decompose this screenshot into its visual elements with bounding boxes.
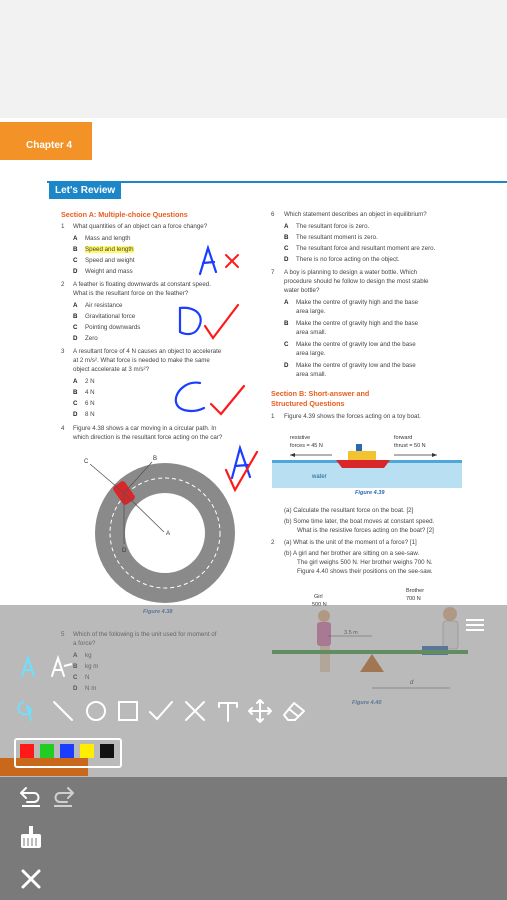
q1-option-d: D Weight and mass (73, 268, 133, 275)
q7-option-d: D Make the centre of gravity low and the base (284, 362, 416, 369)
q1-option-c: C Speed and weight (73, 257, 135, 264)
clear-ink-icon[interactable] (18, 824, 44, 850)
resistive-label-2: forces = 45 N (290, 443, 323, 449)
color-red[interactable] (20, 744, 34, 758)
q1-option-a: A Mass and length (73, 235, 131, 242)
water-label: water (312, 474, 327, 480)
highlighter-icon[interactable] (48, 654, 74, 680)
color-green[interactable] (40, 744, 54, 758)
check-icon[interactable] (147, 698, 175, 724)
eraser-icon[interactable] (280, 698, 308, 724)
fig438-label-b: B (153, 456, 158, 462)
boat-cabin (348, 451, 376, 460)
fig438-label-d: D (122, 548, 127, 554)
fig438-label-c: C (84, 459, 89, 465)
b-q1-a: (a) Calculate the resultant force on the boat. [2] (284, 507, 414, 514)
redo-icon[interactable] (50, 782, 76, 808)
q3-number: 3 (61, 348, 65, 355)
q6-option-b: B The resultant moment is zero. (284, 234, 378, 241)
lasso-icon[interactable] (15, 698, 45, 724)
q4-text-1: Figure 4.38 shows a car moving in a circular path. In (73, 425, 217, 432)
section-b-title-2: Structured Questions (271, 399, 345, 408)
b-q2-b-1: (b) A girl and her brother are sitting on a see-saw. (284, 550, 420, 557)
forward-label-1: forward (394, 435, 413, 441)
q2-option-b: B Gravitational force (73, 313, 136, 320)
review-header: Let's Review (49, 182, 121, 199)
q2-text-1: A feather is floating downwards at constant speed. (73, 281, 211, 288)
fig438-label-a: A (166, 531, 171, 537)
track-inner (125, 493, 205, 573)
q7-text-1: A boy is planning to design a water bottle. Which (284, 269, 418, 276)
b-q2-a: (a) What is the unit of the moment of a force? [1] (284, 539, 417, 546)
girl-label-1: Girl (314, 594, 323, 600)
menu-icon[interactable] (464, 616, 488, 634)
q7-text-3: water bottle? (284, 287, 320, 294)
b-q1-text: Figure 4.39 shows the forces acting on a toy boat. (284, 413, 421, 420)
close-icon[interactable] (18, 866, 44, 892)
q3-option-a: A 2 N (73, 378, 95, 385)
q3-text-3: object accelerate at 3 m/s²? (73, 366, 150, 373)
q2-option-d: D Zero (73, 335, 98, 342)
q1-option-b: B Speed and length (73, 246, 134, 253)
section-a-title: Section A: Multiple-choice Questions (61, 210, 188, 219)
figure-4-38 (80, 448, 280, 618)
chapter-label: Chapter 4 (26, 140, 73, 151)
q7-option-c-cont: area large. (296, 350, 326, 357)
q7-option-d-cont: area small. (296, 371, 327, 378)
q1-text: What quantities of an object can a force change? (73, 223, 208, 230)
circle-icon[interactable] (83, 698, 109, 724)
q3-option-c: C 6 N (73, 400, 95, 407)
brother-label-2: 700 N (406, 596, 421, 602)
q7-text-2: procedure should he follow to design the most stable (284, 278, 429, 285)
q7-number: 7 (271, 269, 275, 276)
bottom-toolbar (0, 777, 507, 900)
b-q2-number: 2 (271, 539, 275, 546)
arrow-c (90, 464, 124, 493)
forward-label-2: thrust = 50 N (394, 443, 426, 449)
q2-option-c: C Pointing downwards (73, 324, 141, 331)
undo-icon[interactable] (18, 782, 44, 808)
resistive-label-1: resistive (290, 435, 311, 441)
line-icon[interactable] (50, 698, 76, 724)
resistive-arrow-head (290, 453, 295, 457)
color-blue[interactable] (60, 744, 74, 758)
q7-option-c: C Make the centre of gravity low and the base (284, 341, 416, 348)
figure-4-39-caption: Figure 4.39 (355, 490, 385, 496)
brother-label-1: Brother (406, 588, 425, 594)
q2-text-2: What is the resultant force on the feather? (73, 290, 189, 297)
q2-option-a: A Air resistance (73, 302, 123, 309)
q7-option-a: A Make the centre of gravity high and the base (284, 299, 419, 306)
thrust-arrow-head (432, 453, 437, 457)
pen-icon[interactable] (18, 654, 44, 680)
q6-option-c: C The resultant force and resultant moment are zero. (284, 245, 436, 252)
q7-option-b-cont: area small. (296, 329, 327, 336)
cross-icon[interactable] (182, 698, 208, 724)
highlight: Speed and length (85, 246, 134, 253)
q4-number: 4 (61, 425, 65, 432)
section-b-title-1: Section B: Short-answer and (271, 389, 370, 398)
q7-option-b: B Make the centre of gravity high and the base (284, 320, 419, 327)
color-yellow[interactable] (80, 744, 94, 758)
square-icon[interactable] (115, 698, 141, 724)
q4-text-2: which direction is the resultant force acting on the car? (73, 434, 223, 441)
q3-option-b: B 4 N (73, 389, 95, 396)
q1-number: 1 (61, 223, 65, 230)
top-bar (0, 0, 507, 118)
b-q1-b-1: (b) Some time later, the boat moves at constant speed. (284, 518, 435, 525)
q6-option-a: A The resultant force is zero. (284, 223, 370, 230)
color-black[interactable] (100, 744, 114, 758)
b-q1-number: 1 (271, 413, 275, 420)
q6-option-d: D There is no force acting on the object. (284, 256, 400, 263)
q3-text-1: A resultant force of 4 N causes an object to accelerate (73, 348, 222, 355)
q3-option-d: D 8 N (73, 411, 95, 418)
q7-option-a-cont: area large. (296, 308, 326, 315)
q6-number: 6 (271, 211, 275, 218)
boat-funnel (356, 444, 362, 451)
q3-text-2: at 2 m/s². What force is needed to make the same (73, 357, 210, 364)
b-q2-b-2: The girl weighs 500 N. Her brother weighs 700 N. (297, 559, 433, 566)
text-icon[interactable] (215, 698, 241, 724)
b-q2-b-3: Figure 4.40 shows their positions on the see-saw. (297, 568, 433, 575)
q6-text: Which statement describes an object in equilibrium? (284, 211, 427, 218)
q2-number: 2 (61, 281, 65, 288)
move-icon[interactable] (247, 698, 273, 724)
b-q1-b-2: What is the resistive forces acting on the boat? [2] (297, 527, 434, 534)
boat-hull (336, 460, 390, 468)
